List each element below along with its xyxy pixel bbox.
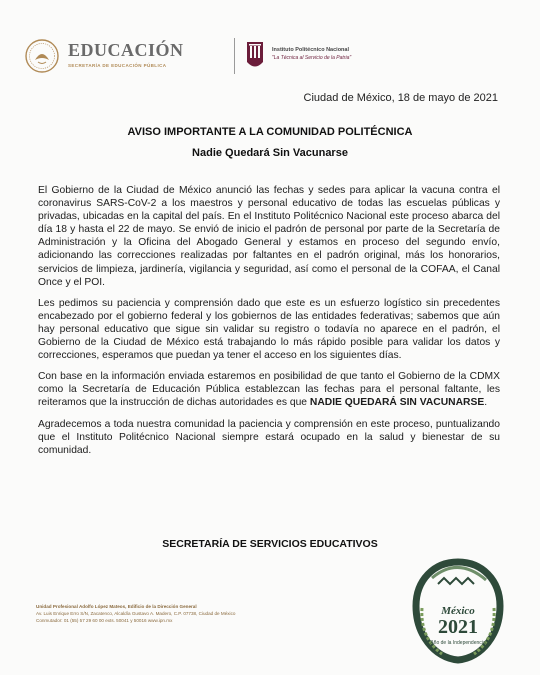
paragraph-3 [38, 370, 500, 409]
document-title: AVISO IMPORTANTE A LA COMUNIDAD POLITÉCNICA [127, 126, 413, 138]
paragraph-3-start: Con base en la información enviada estaremos en posibilidad de que tanto el Gobierno de la CDMX como la Secretaría de Educación Pública establezcan las fechas para el personal faltante, les reiteramos que la instrucción de dichas autoridades es que [38, 371, 500, 409]
footer-line-1: Unidad Profesional Adolfo López Mateos, Edificio de la Dirección General [36, 604, 197, 609]
badge-caption: Año de la Independencia [430, 640, 486, 646]
letterhead [24, 36, 524, 76]
paragraph-4: Agradecemos a toda nuestra comunidad la paciencia y comprensión en este proceso, puntualizando que el Instituto Politécnico Nacional siempre estará ocupado en la salud y bienestar de su comunidad. [38, 418, 500, 456]
paragraph-3-end: . [484, 397, 488, 409]
ipn-name: Instituto Politécnico Nacional [272, 47, 350, 53]
paragraph-1: El Gobierno de la Ciudad de México anunció las fechas y sedes para aplicar la vacuna contra el coronavirus SARS-CoV-2 a los maestros y personal educativo de todas las escuelas públicas y privadas, ubicadas en la capital del país. En el Instituto Politécnico Nacional este proceso abarca del día 18 y hasta el 22 de mayo. Se envió de inicio el padrón de personal por parte de la Secretaría de Administración y la Oficina del Abogado General y estamos en proceso del segundo envío, adicionando las correcciones realizadas por faltantes en el padrón original, más los honorarios, servicios de limpieza, jardinería, vigilancia y seguridad, así como el personal de la COFAA, el Canal Once y el POI. [38, 185, 500, 288]
footer-line-3: Conmutador: 01 (55) 57 29 60 00 exts. 50041 y 50016 www.ipn.mx [36, 618, 173, 623]
national-seal-icon [24, 38, 60, 74]
education-title: EDUCACIÓN [68, 40, 184, 60]
document-subtitle: Nadie Quedará Sin Vacunarse [192, 147, 348, 159]
ipn-logo-icon [244, 40, 266, 72]
badge-country: México [441, 605, 475, 617]
document-body [38, 184, 500, 465]
document-date: Ciudad de México, 18 de mayo de 2021 [303, 92, 498, 104]
paragraph-2: Les pedimos su paciencia y comprensión dado que este es un esfuerzo logístico sin precedentes encabezado por el gobierno federal y los gobiernos de las entidades federativas; sabemos que aún hay personal educativo que sigue sin validar su registro o todavía no aparece en el padrón, el Gobierno de la Ciudad de México está trabajando lo más rápido posible para validar los datos y correcciones, esperamos que puedan ya tener el acceso en los siguientes días. [38, 297, 500, 362]
ipn-motto: "La Técnica al Servicio de la Patria" [272, 55, 352, 61]
header-divider [234, 38, 235, 74]
footer-address [36, 603, 396, 624]
education-subtitle: SECRETARÍA DE EDUCACIÓN PÚBLICA [68, 63, 167, 68]
signature-block: SECRETARÍA DE SERVICIOS EDUCATIVOS [162, 538, 378, 550]
mexico-2021-badge-icon [412, 558, 504, 664]
badge-year: 2021 [438, 616, 478, 638]
footer-line-2: Av. Luis Enrique Erro S/N, Zacatenco, Alcaldía Gustavo A. Madero, C.P. 07738, Ciudad de México [36, 611, 236, 616]
paragraph-3-emphasis: NADIE QUEDARÁ SIN VACUNARSE [309, 397, 485, 409]
